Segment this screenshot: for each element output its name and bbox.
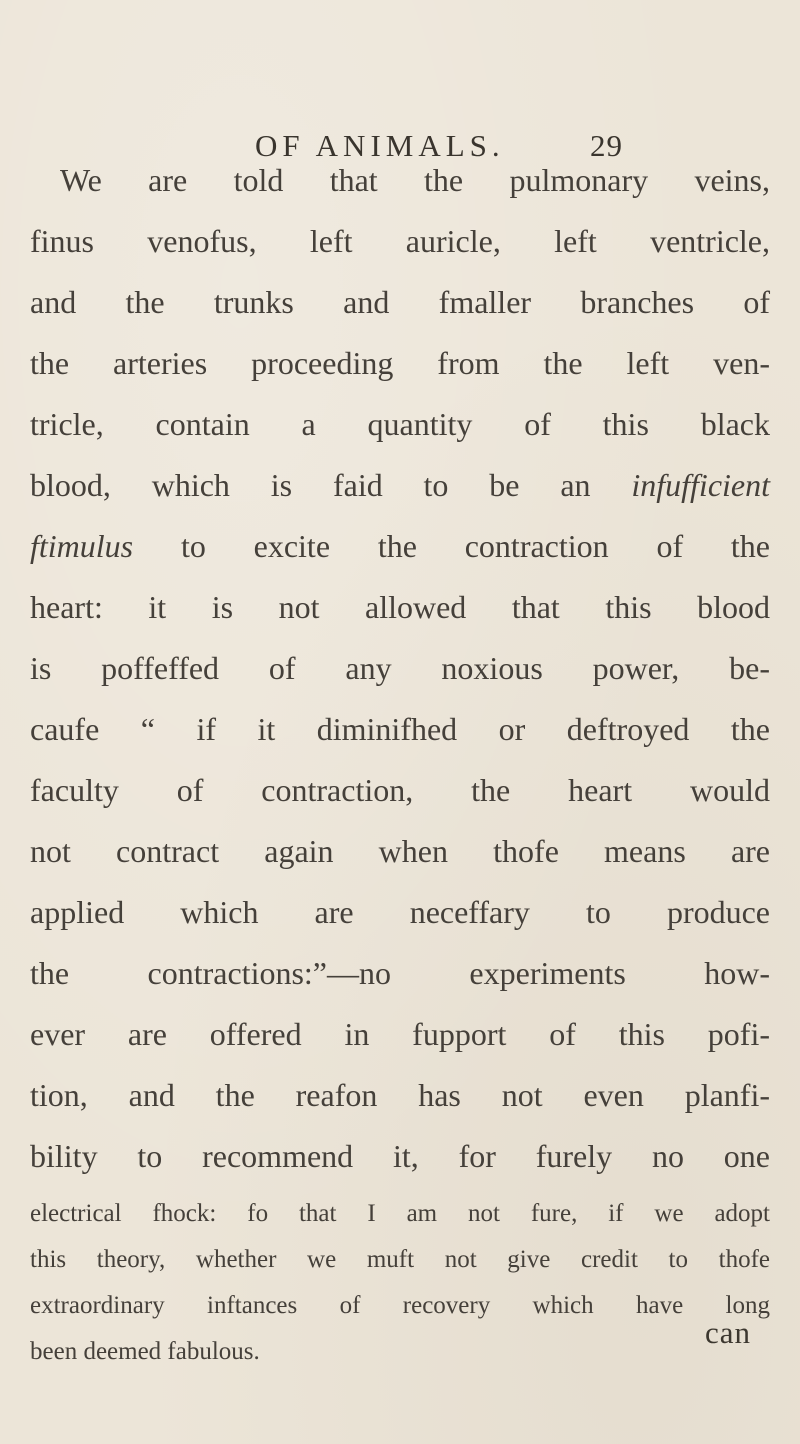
running-head-title: OF ANIMALS. <box>255 128 505 163</box>
running-head <box>255 128 655 164</box>
text-line: is poffeffed of any noxious power, be- <box>30 650 770 686</box>
text-line: applied which are neceffary to produce <box>30 894 770 930</box>
text-line: ever are offered in fupport of this pofi- <box>30 1016 770 1052</box>
text-line: and the trunks and fmaller branches of <box>30 284 770 320</box>
text-line: extraordinary inftances of recovery which have long <box>30 1292 770 1319</box>
text-line: the contractions:”—no experiments how- <box>30 955 770 991</box>
text-line: electrical fhock: fo that I am not fure, if we adopt <box>30 1200 770 1227</box>
text-line <box>30 467 770 504</box>
italic-word: infufficient <box>631 467 770 503</box>
text-line <box>30 528 770 565</box>
text-line: tion, and the reafon has not even planfi- <box>30 1077 770 1113</box>
text-line: the arteries proceeding from the left ven- <box>30 345 770 381</box>
text-line: faculty of contraction, the heart would <box>30 772 770 808</box>
text-line: bility to recommend it, for furely no one <box>30 1138 770 1174</box>
text-line: tricle, contain a quantity of this black <box>30 406 770 442</box>
text-line: not contract again when thofe means are <box>30 833 770 869</box>
text-line: caufe “ if it diminifhed or deftroyed the <box>30 711 770 747</box>
text-line: We are told that the pulmonary veins, <box>60 162 770 198</box>
italic-word: ftimulus <box>30 528 134 564</box>
text-line: finus venofus, left auricle, left ventricle, <box>30 223 770 259</box>
catchword: can <box>705 1315 752 1350</box>
page-number: 29 <box>590 128 623 163</box>
text-line: this theory, whether we muft not give credit to thofe <box>30 1246 770 1273</box>
text-run: blood, which is faid to be an <box>30 467 632 503</box>
text-line: heart: it is not allowed that this blood <box>30 589 770 625</box>
text-line: been deemed fabulous. <box>30 1338 260 1365</box>
text-run: to excite the contraction of the <box>180 528 771 564</box>
